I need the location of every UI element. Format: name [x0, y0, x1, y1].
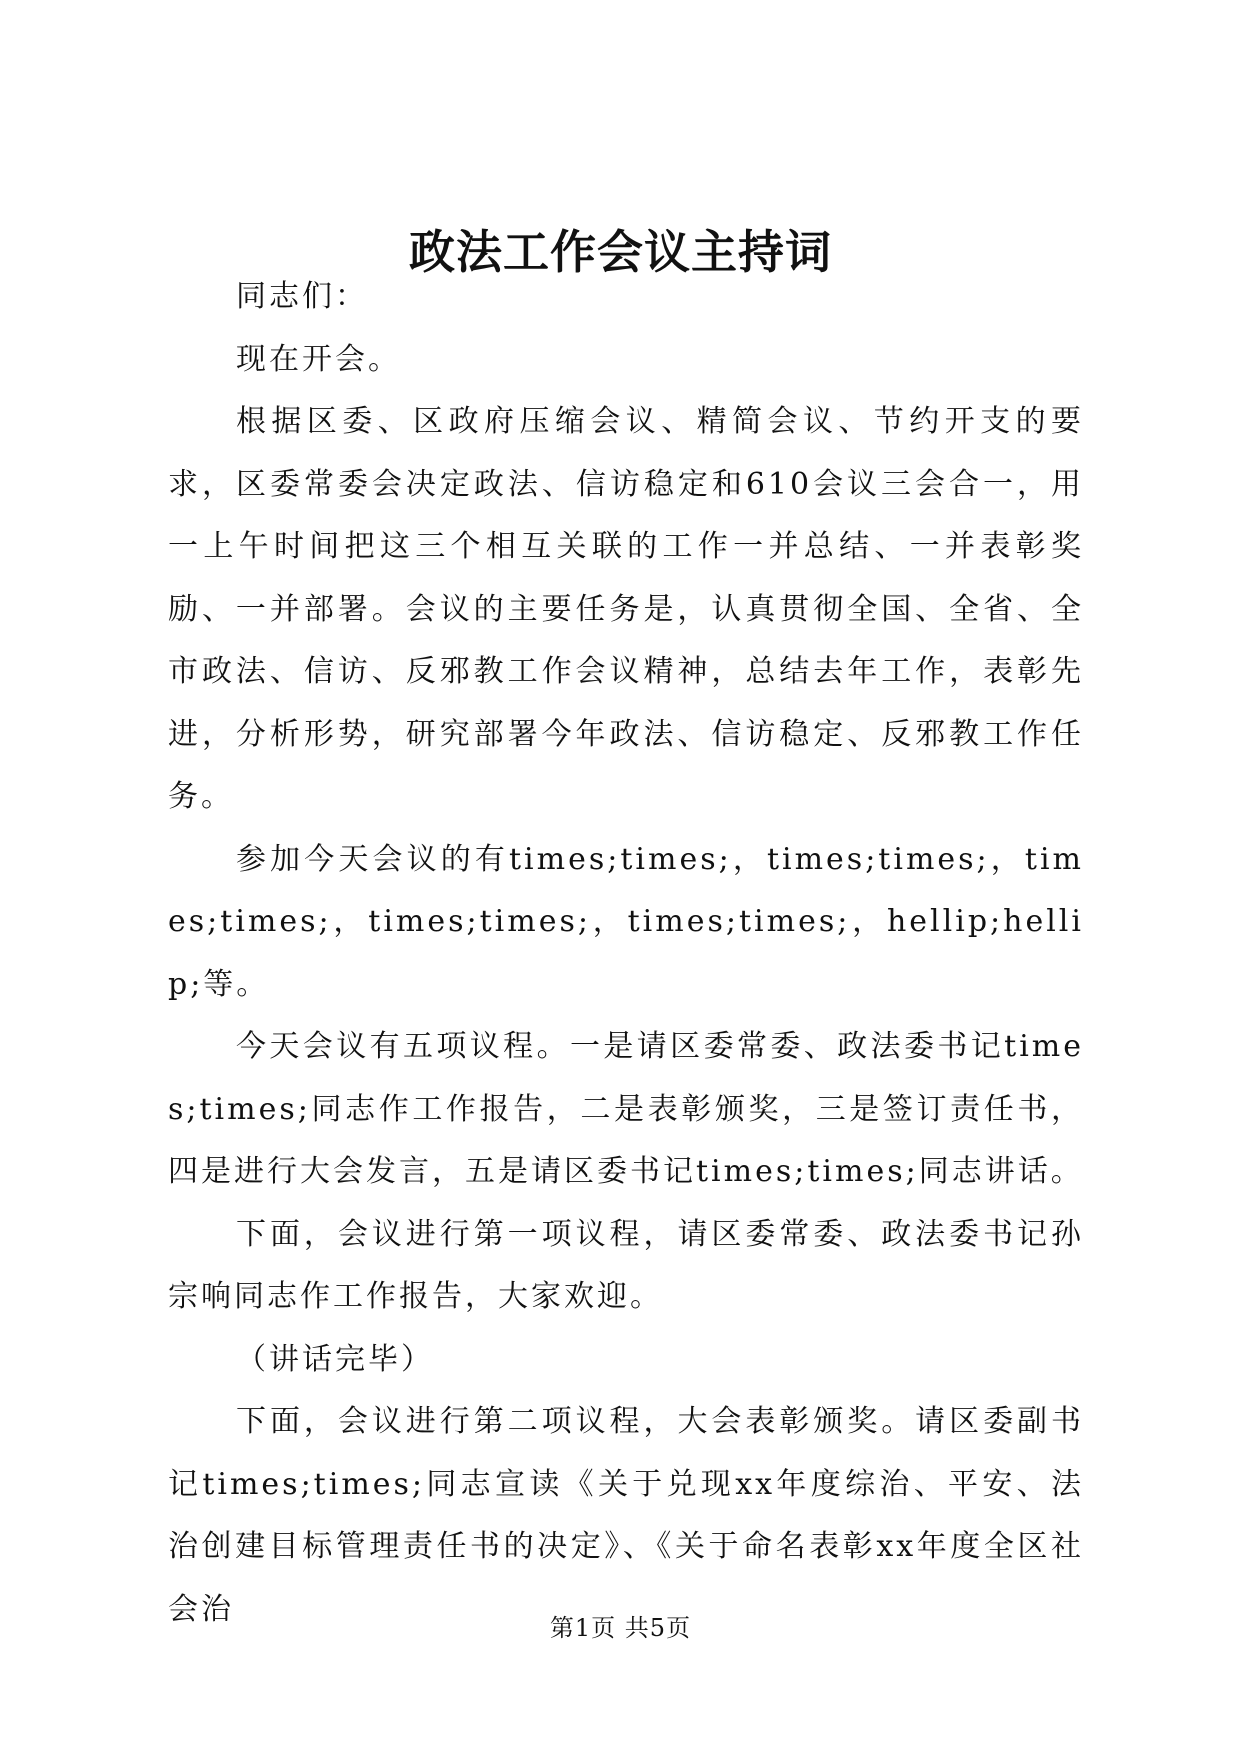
paragraph-attendees: 参加今天会议的有times;times;，times;times;，times;times;，times;times;，times;times;，hellip;hellip;等。: [168, 841, 1084, 1002]
paragraph-purpose: 根据区委、区政府压缩会议、精简会议、节约开支的要求，区委常委会决定政法、信访稳定和610会议三会合一，用一上午时间把这三个相互关联的工作一并总结、一并表彰奖励、一并部署。会议的主要任务是，认真贯彻全国、全省、全市政法、信访、反邪教工作会议精神，总结去年工作，表彰先进，分析形势，研究部署今年政法、信访稳定、反邪教工作任务。: [168, 404, 1084, 814]
paragraph-second-item: 下面，会议进行第二项议程，大会表彰颁奖。请区委副书记times;times;同志宣读《关于兑现xx年度综治、平安、法治创建目标管理责任书的决定》、《关于命名表彰xx年度全区社会治: [168, 1404, 1084, 1627]
paragraph-opening: 现在开会。: [236, 341, 401, 377]
paragraph-speech-finished: （讲话完毕）: [236, 1341, 434, 1377]
paragraph-first-item: 下面，会议进行第一项议程，请区委常委、政法委书记孙宗响同志作工作报告，大家欢迎。: [168, 1216, 1084, 1314]
document-title: 政法工作会议主持词: [409, 225, 832, 279]
paragraph-agenda: 今天会议有五项议程。一是请区委常委、政法委书记times;times;同志作工作报告，二是表彰颁奖，三是签订责任书，四是进行大会发言，五是请区委书记times;times;同志讲话。: [168, 1029, 1084, 1189]
page-number-footer: 第1页 共5页: [549, 1614, 692, 1642]
paragraph-greeting: 同志们：: [236, 279, 368, 314]
document-body: [168, 266, 1084, 1641]
